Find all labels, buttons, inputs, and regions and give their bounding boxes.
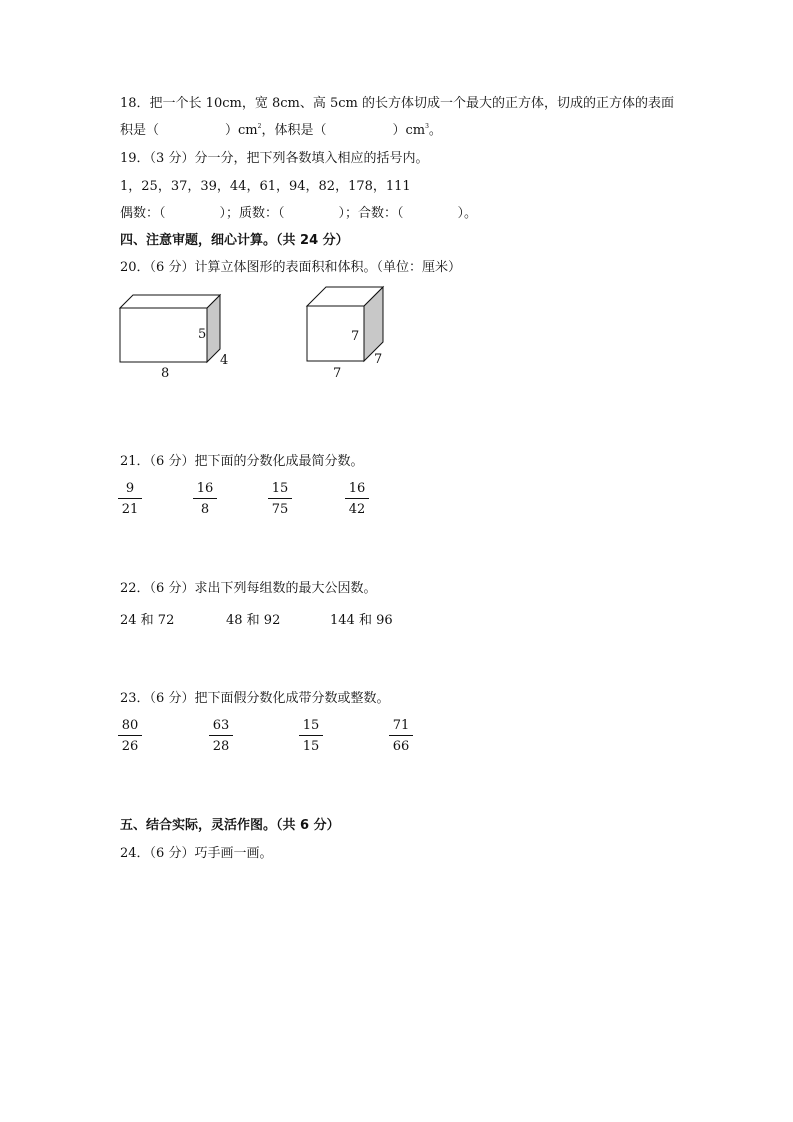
- fraction-denominator: 15: [302, 739, 320, 754]
- q24-title: 24．（6 分）巧手画一画。: [120, 846, 273, 861]
- fraction-numerator: 16: [348, 481, 366, 496]
- fraction-bar: [118, 498, 142, 499]
- q19-title: 19．（3 分）分一分，把下列各数填入相应的括号内。: [120, 151, 429, 166]
- fraction-numerator: 80: [121, 718, 139, 733]
- q23-fraction-2: [209, 718, 233, 754]
- q18-text-a: 积是（: [120, 123, 160, 138]
- fraction-denominator: 42: [348, 502, 366, 517]
- fraction-bar: [268, 498, 292, 499]
- fraction-denominator: 66: [392, 739, 410, 754]
- q18-text-c: ，体积是（: [261, 123, 327, 138]
- cube-figure: [307, 287, 383, 380]
- section4-title: 四、注意审题，细心计算。（共 24 分）: [120, 233, 349, 248]
- fraction-numerator: 15: [271, 481, 289, 496]
- fraction-denominator: 21: [121, 502, 139, 517]
- q19-even-label: 偶数：（: [120, 206, 166, 221]
- section5-title: 五、结合实际，灵活作图。（共 6 分）: [120, 818, 340, 833]
- q23-fraction-3: [299, 718, 323, 754]
- q19-numbers: 1，25，37，39，44，61，94，82，178，111: [120, 179, 411, 194]
- q18-sup2: 2: [257, 123, 262, 130]
- q21-fraction-2: [193, 481, 217, 517]
- cube-front-label: 7: [351, 329, 360, 344]
- q21-fraction-3: [268, 481, 292, 517]
- cuboid-top-face: [120, 295, 220, 308]
- fraction-denominator: 8: [200, 502, 210, 517]
- fraction-bar: [345, 498, 369, 499]
- fraction-numerator: 15: [302, 718, 320, 733]
- cube-side-label: 7: [374, 352, 383, 367]
- cube-bottom-label: 7: [333, 366, 342, 380]
- q22-title: 22．（6 分）求出下列每组数的最大公因数。: [120, 581, 377, 596]
- q21-fraction-1: [118, 481, 142, 517]
- q23-fraction-1: [118, 718, 142, 754]
- fraction-denominator: 26: [121, 739, 139, 754]
- cuboid-figure: [120, 295, 228, 380]
- q18-text-e: 。: [428, 123, 442, 138]
- q19-prime-label: ）；质数：（: [219, 206, 285, 221]
- fraction-bar: [118, 735, 142, 736]
- q19-end: ）。: [457, 206, 478, 221]
- q22-group-2: 48 和 92: [226, 613, 281, 628]
- fraction-bar: [209, 735, 233, 736]
- q18-line1: 18．把一个长 10cm，宽 8cm、高 5cm 的长方体切成一个最大的正方体，切成的正方体的表面: [120, 96, 674, 111]
- cuboid-length-label: 8: [161, 366, 170, 380]
- fraction-denominator: 75: [271, 502, 289, 517]
- q18-text-b: ）cm: [225, 123, 258, 138]
- q19-composite-label: ）；合数：（: [338, 206, 404, 221]
- q20-title: 20．（6 分）计算立体图形的表面积和体积。（单位：厘米）: [120, 260, 461, 275]
- cuboid-width-label: 4: [220, 353, 229, 368]
- q23-title: 23．（6 分）把下面假分数化成带分数或整数。: [120, 691, 390, 706]
- fraction-bar: [389, 735, 413, 736]
- cuboid-front-face: [120, 308, 207, 362]
- fraction-bar: [299, 735, 323, 736]
- q22-group-3: 144 和 96: [330, 613, 393, 628]
- q20-figures: [0, 280, 420, 380]
- fraction-numerator: 16: [196, 481, 214, 496]
- fraction-numerator: 63: [212, 718, 230, 733]
- cuboid-height-label: 5: [198, 327, 207, 342]
- q21-title: 21．（6 分）把下面的分数化成最简分数。: [120, 454, 364, 469]
- fraction-denominator: 28: [212, 739, 230, 754]
- q23-fraction-4: [389, 718, 413, 754]
- fraction-bar: [193, 498, 217, 499]
- fraction-numerator: 9: [125, 481, 135, 496]
- q22-group-1: 24 和 72: [120, 613, 175, 628]
- q21-fraction-4: [345, 481, 369, 517]
- fraction-numerator: 71: [392, 718, 410, 733]
- q18-text-d: ）cm: [392, 123, 426, 138]
- q19-answer-line: [120, 206, 477, 222]
- q18-sup3: 3: [425, 123, 429, 130]
- q18-line2: [120, 123, 442, 139]
